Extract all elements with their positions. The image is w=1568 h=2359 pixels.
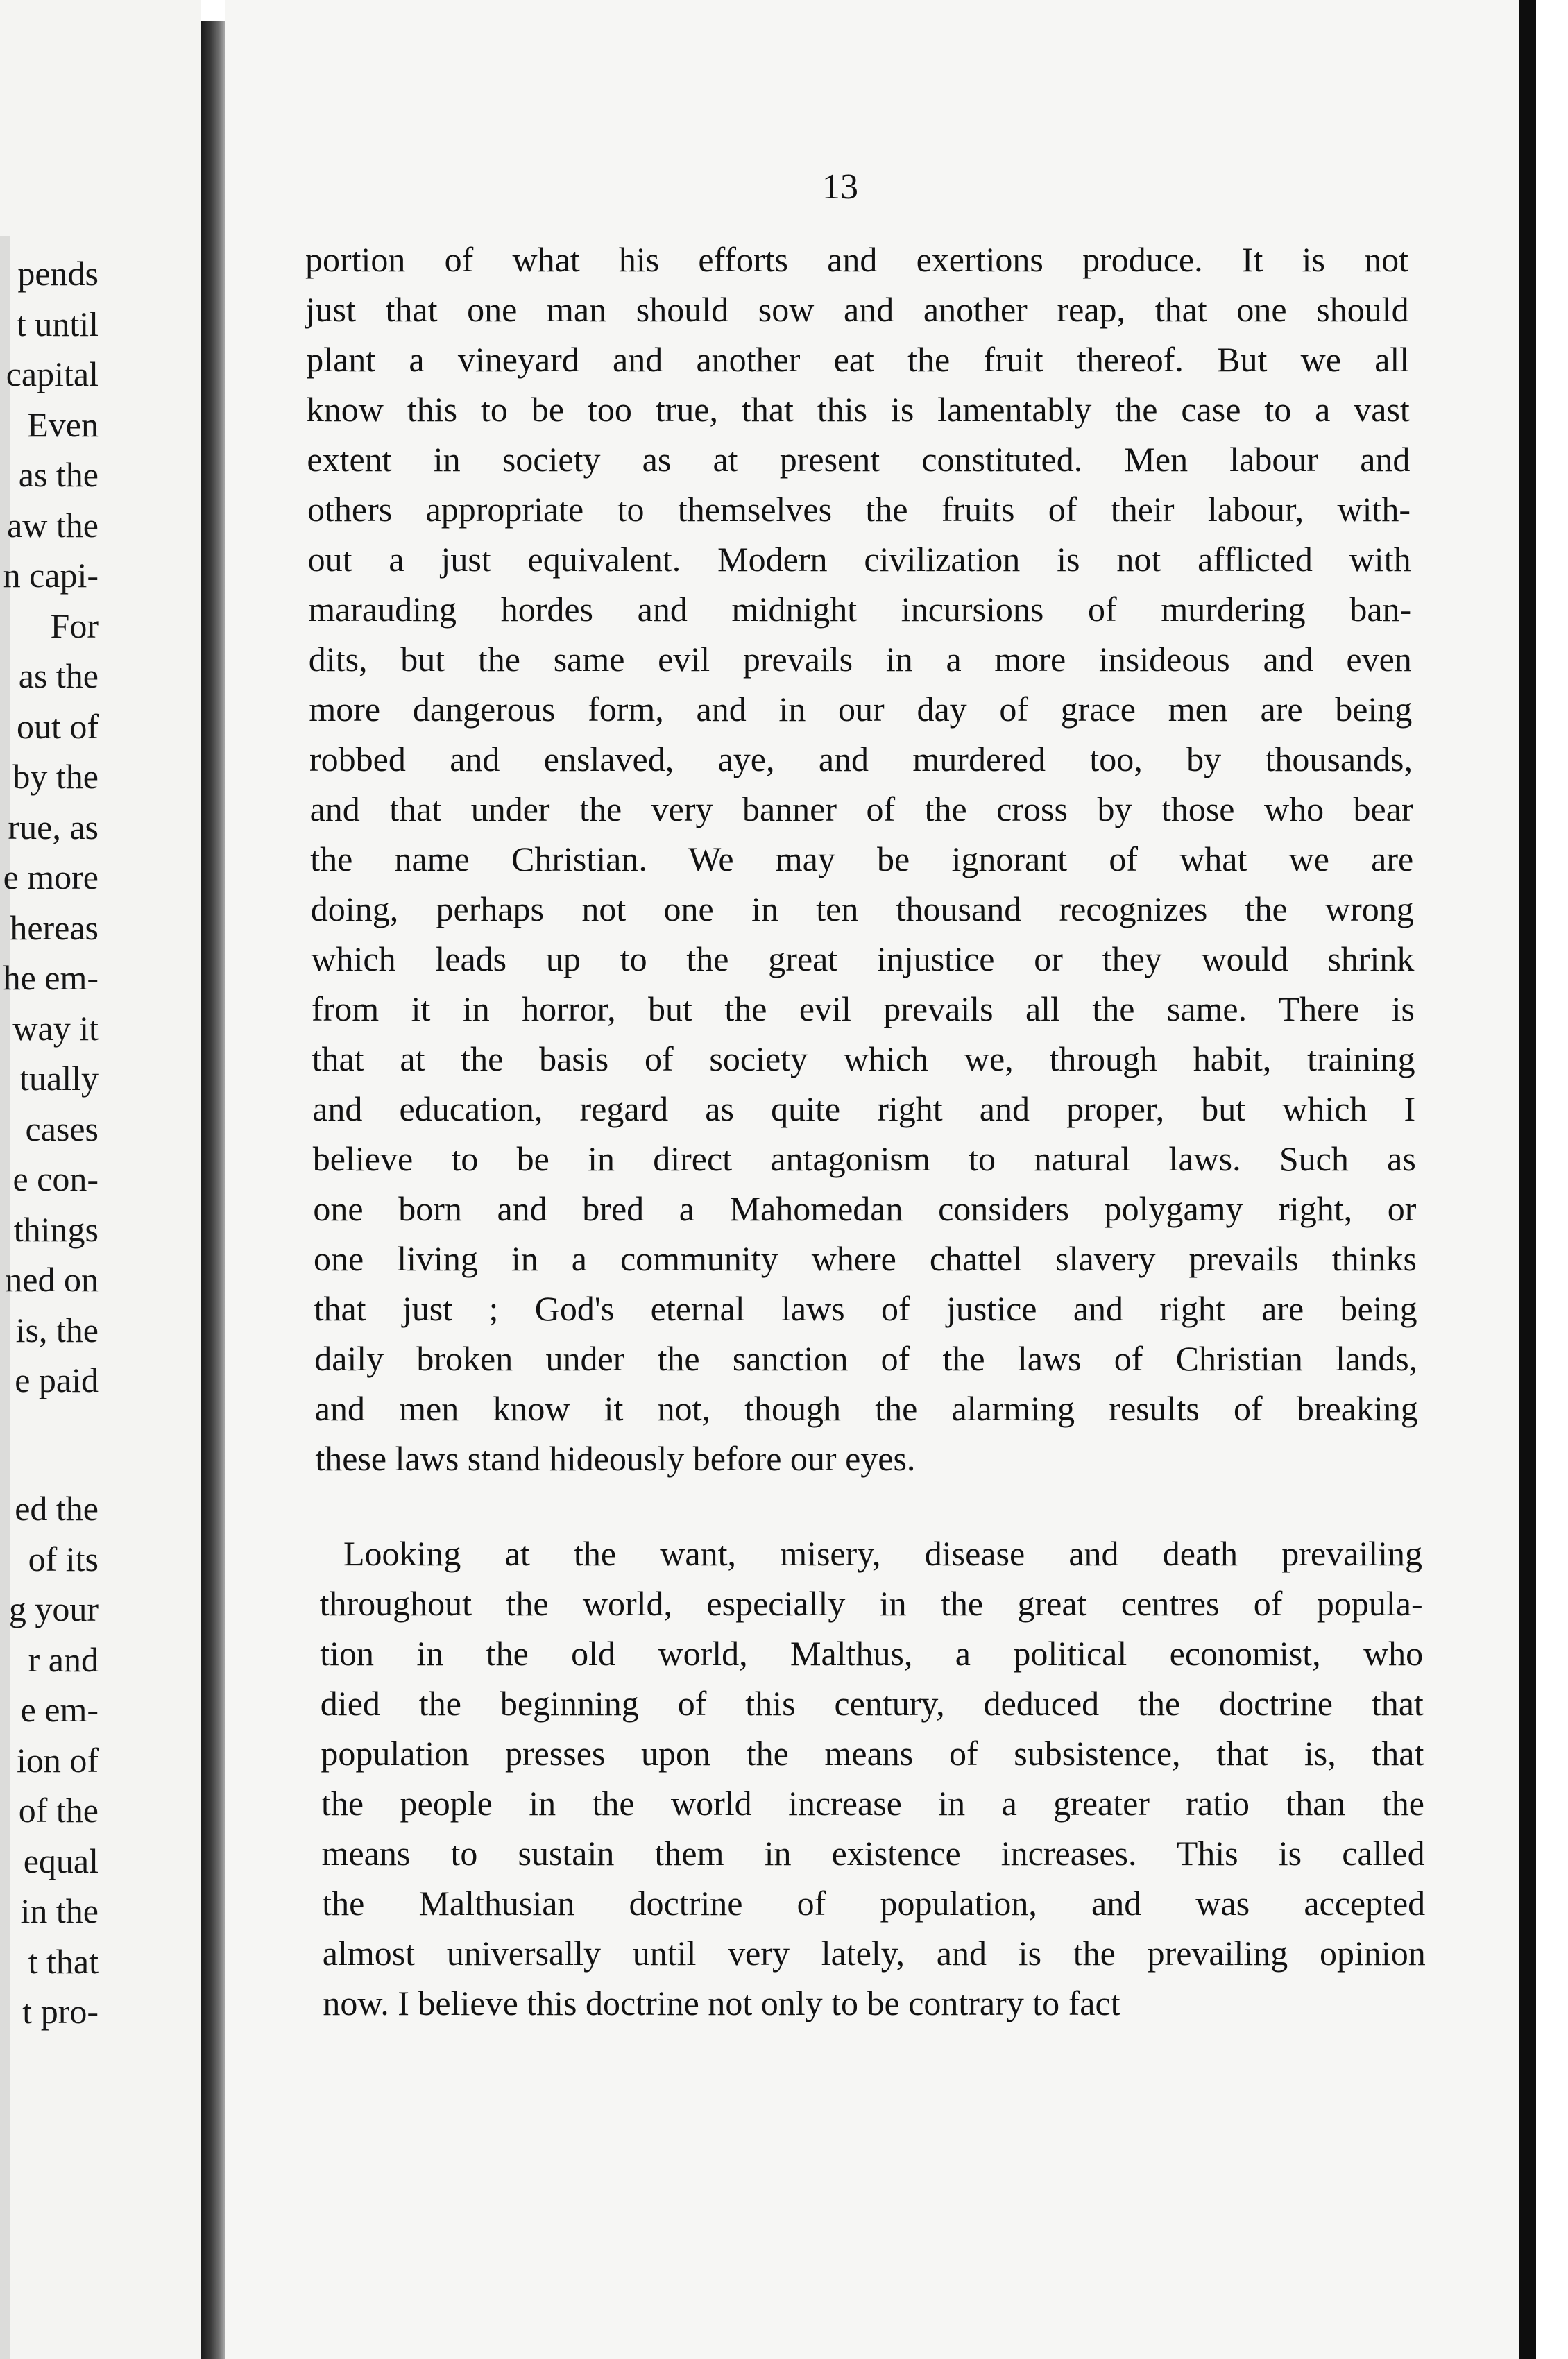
paragraph-1-line: doing, perhaps not one in ten thousand recognizes the wrong xyxy=(310,889,1414,928)
left-page-text-fragments xyxy=(0,0,99,2359)
left-page-fragment: For xyxy=(50,606,99,645)
paragraph-1-line: these laws stand hideously before our eyes. xyxy=(315,1439,916,1478)
left-page-fragment: t that xyxy=(28,1941,99,1981)
paragraph-1-line: more dangerous form, and in our day of grace men are being xyxy=(309,690,1413,729)
paragraph-1-line: others appropriate to themselves the fruits of their labour, with- xyxy=(307,490,1411,529)
left-page-fragment: rue, as xyxy=(8,807,99,846)
paragraph-2-line: means to sustain them in existence increases. This is called xyxy=(321,1834,1425,1873)
paragraph-1-line: which leads up to the great injustice or they would shrink xyxy=(311,939,1415,978)
paragraph-2-line: almost universally until very lately, and is the prevailing opinion xyxy=(322,1934,1426,1973)
left-page-fragment: equal xyxy=(23,1841,99,1880)
left-page-fragment: e em- xyxy=(20,1690,99,1729)
paragraph-1-line: the name Christian. We may be ignorant of what we are xyxy=(310,840,1414,878)
paragraph-2-line: the people in the world increase in a greater ratio than the xyxy=(321,1784,1424,1823)
paragraph-1-line: and that under the very banner of the cross by those who bear xyxy=(309,790,1413,828)
left-page-fragment: as the xyxy=(18,455,99,494)
left-page-fragment: way it xyxy=(12,1008,99,1048)
scan-margin xyxy=(1536,0,1568,2359)
left-page-fragment: n capi- xyxy=(3,556,99,595)
left-page-fragment: as the xyxy=(18,656,99,695)
left-page-fragment: tually xyxy=(19,1059,99,1098)
paragraph-1-line: robbed and enslaved, aye, and murdered too, by thousands, xyxy=(309,740,1413,778)
paragraph-1-line: know this to be too true, that this is lamentably the case to a vast xyxy=(306,390,1410,429)
page-number: 13 xyxy=(822,167,858,207)
paragraph-2-line: Looking at the want, misery, disease and death prevailing xyxy=(343,1534,1422,1573)
left-page-fragment: ned on xyxy=(5,1260,99,1299)
paragraph-1-line: and men know it not, though the alarming results of breaking xyxy=(314,1389,1418,1428)
paragraph-2-line: throughout the world, especially in the great centres of popula- xyxy=(319,1584,1423,1623)
left-page-fragment: things xyxy=(13,1209,99,1249)
paragraph-1-line: one living in a community where chattel slavery prevails thinks xyxy=(314,1239,1417,1278)
paragraph-1-line: plant a vineyard and another eat the fruit thereof. But we all xyxy=(306,340,1410,379)
left-page-fragment: in the xyxy=(20,1891,99,1930)
left-page-fragment: Even xyxy=(27,404,99,444)
left-page-fragment: of its xyxy=(28,1539,99,1578)
left-page-fragment: ion of xyxy=(16,1740,99,1780)
left-page-fragment: by the xyxy=(12,757,99,796)
paragraph-2-line: tion in the old world, Malthus, a political economist, who xyxy=(320,1634,1424,1673)
paragraph-1-line: that at the basis of society which we, through habit, training xyxy=(312,1039,1415,1078)
paragraph-1-line: that just ; God's eternal laws of justice and right are being xyxy=(314,1289,1417,1328)
paragraph-1-line: daily broken under the sanction of the laws of Christian lands, xyxy=(314,1339,1418,1378)
left-page-fragment: aw the xyxy=(7,505,99,545)
left-page-fragment: ed the xyxy=(15,1489,99,1528)
left-page-fragment: g your xyxy=(8,1590,99,1628)
paragraph-2-line: population presses upon the means of subsistence, that is, that xyxy=(321,1734,1424,1773)
left-page-fragment: e paid xyxy=(15,1361,99,1399)
left-page-fragment: is, the xyxy=(15,1310,99,1349)
paragraph-1-line: from it in horror, but the evil prevails all the same. There is xyxy=(312,989,1415,1028)
paragraph-1-line: out a just equivalent. Modern civilization is not afflicted with xyxy=(307,540,1411,579)
left-page-fragment: he em- xyxy=(3,958,99,997)
left-page-fragment: of the xyxy=(18,1791,99,1830)
paragraph-1-line: portion of what his efforts and exertions produce. It is not xyxy=(305,240,1408,279)
paragraph-2-line: now. I believe this doctrine not only to be contrary to fact xyxy=(323,1984,1120,2022)
paragraph-1-line: dits, but the same evil prevails in a more insideous and even xyxy=(308,640,1412,679)
right-page-edge-shadow xyxy=(1519,0,1536,2359)
paragraph-1-line: and education, regard as quite right and proper, but which I xyxy=(312,1089,1416,1128)
left-page-fragment: e con- xyxy=(12,1159,99,1198)
left-page-fragment: hereas xyxy=(10,908,99,947)
left-page-fragment: cases xyxy=(25,1109,99,1148)
left-page-fragment: capital xyxy=(6,355,99,393)
left-page-fragment: r and xyxy=(28,1640,99,1679)
paragraph-1-line: marauding hordes and midnight incursions of murdering ban- xyxy=(308,590,1412,629)
paragraph-1-line: extent in society as at present constituted. Men labour and xyxy=(307,440,1411,479)
left-page-fragment: e more xyxy=(3,858,99,896)
left-page-fragment: t until xyxy=(16,304,99,343)
paragraph-2-line: the Malthusian doctrine of population, and was accepted xyxy=(322,1884,1426,1923)
paragraph-1-line: just that one man should sow and another reap, that one should xyxy=(305,290,1409,329)
book-spine-shadow xyxy=(201,21,225,2359)
paragraph-1-line: believe to be in direct antagonism to natural laws. Such as xyxy=(312,1139,1416,1178)
left-page-fragment: pends xyxy=(17,254,99,293)
left-page-fragment: out of xyxy=(16,706,99,746)
paragraph-2-line: died the beginning of this century, deduced the doctrine that xyxy=(320,1684,1424,1723)
paragraph-1-line: one born and bred a Mahomedan considers polygamy right, or xyxy=(313,1189,1417,1228)
left-page xyxy=(0,0,201,2359)
left-page-fragment: t pro- xyxy=(22,1992,99,2031)
